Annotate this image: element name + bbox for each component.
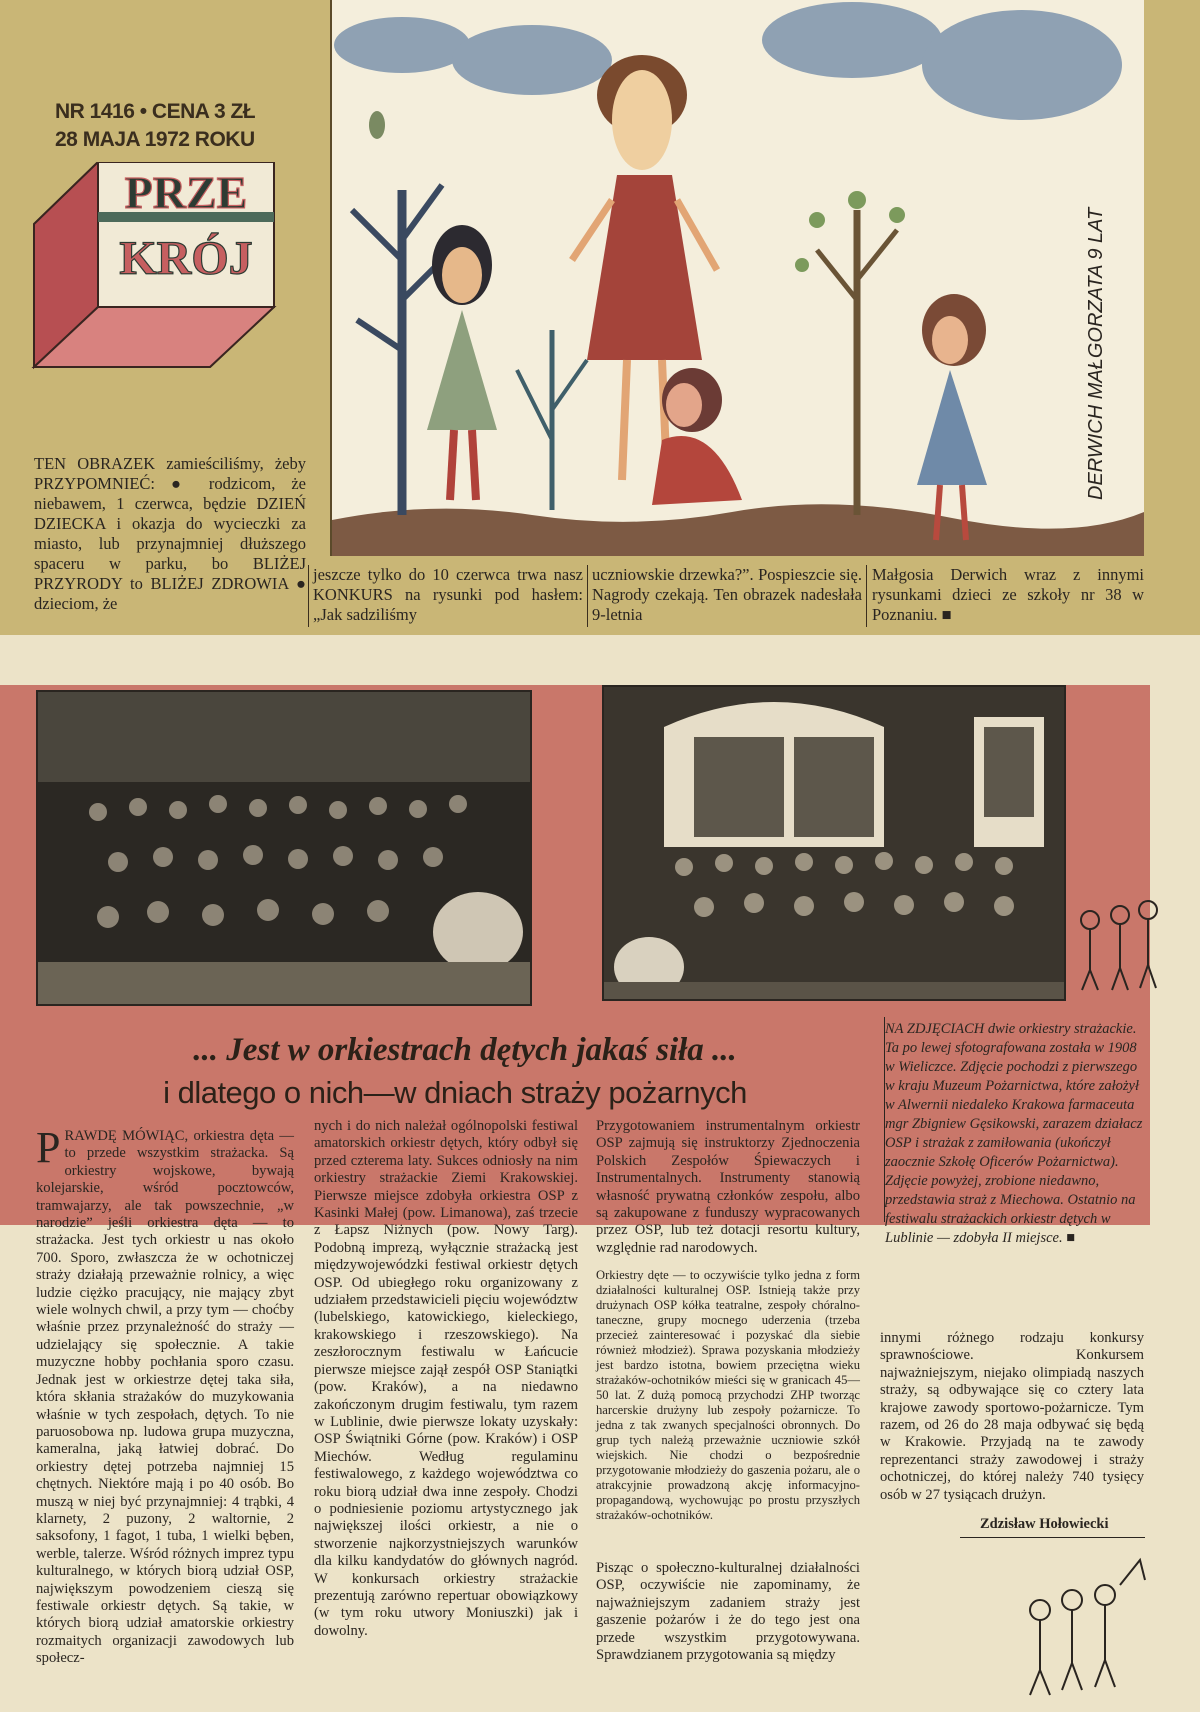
logo-text-bottom: KRÓJ: [119, 232, 253, 285]
article-col-1: [36, 1123, 294, 1668]
przekroj-logo: [28, 162, 278, 372]
intro-text: TEN OBRAZEK zamieściliśmy, żeby PRZYPOMNIEĆ: ● rodzicom, że niebawem, 1 czerwca, będzie DZIEŃ DZIECKA i okazja do wycieczki za miasto, lub przynajmniej dłuższego spaceru w parku, bo BLIŻEJ PRZYRODY to BLIŻEJ ZDROWIA ● dzieciom, że: [34, 454, 306, 613]
drawing-illustration: [332, 0, 1144, 556]
issue-number-price: NR 1416 • CENA 3 ZŁ: [55, 100, 256, 123]
drawing-signature: DERWICH MAŁGORZATA 9 LAT: [1085, 207, 1107, 500]
headline-sub: i dlatego o nich—w dniach straży pożarnych: [163, 1075, 747, 1110]
headline-main: ... Jest w orkiestrach dętych jakaś siła ...: [193, 1032, 737, 1068]
article-col-3a: Przygotowaniem instrumentalnym orkiestr OSP zajmują się instruktorzy Zjednoczenia Polskich Zespołów Śpiewaczych i Instrumentalnych. Instrumenty stanowią własność prywatną członków zespołu, albo są zakupowane z funduszy wypracowanych przez OSP, lub też dotacji resortu kultury, względnie rad narodowych.: [596, 1118, 860, 1256]
article-col-3c: Pisząc o społeczno-kulturalnej działalności OSP, oczywiście nie zapominamy, że najważniejszym zadaniem straży jest gaszenie pożarów i że do tego jest ona przede wszystkim przygotowywana. Sprawdzianem przygotowania są między: [596, 1560, 860, 1664]
column-divider: [308, 565, 309, 627]
signature-underline: [960, 1537, 1145, 1538]
issue-info: [55, 98, 255, 154]
photo-miechow-orchestra: [602, 685, 1066, 1001]
photo-caption: NA ZDJĘCIACH dwie orkiestry strażackie. Ta po lewej sfotografowana została w 1908 w Wieliczce. Zdjęcie pochodzi z pierwszego w kraju Muzeum Pożarnictwa, które założył w Alwernii niedaleko Krakowa farmaceuta mgr Zbigniew Gęsikowski, zarazem działacz OSP i strażak z zamiłowania (ukończył zaocznie Szkołę Oficerów Pożarnictwa). Zdjęcie powyżej, zrobione niedawno, przedstawia straż z Miechowa. Ostatnio na festiwalu strażackich orkiestr dętych w Lublinie — zdobyła II miejsce. ■: [885, 1021, 1143, 1246]
doodle-firemen-icon: [1010, 1555, 1160, 1705]
issue-date: 28 MAJA 1972 ROKU: [55, 128, 255, 151]
article-col-3b: Orkiestry dęte — to oczywiście tylko jedna z form działalności kulturalnej OSP. Istnieją także przy drużynach OSP kółka teatralne, zespoły chóralno-taneczne, grupy mocnego uderzenia (trzeba przecież zainteresować i pozyskać dla siebie również młodzież). Sprawa pozyskania młodzieży jest bardzo istotna, bowiem przeciętna wieku strażaków-ochotników mieści się w granicach 45—50 lat. Z dużą pomocą przychodzi ZHP tworząc harcerskie drużyny lub zespoły pożarnicze. To jedna z tak zwanych specjalności obronnych. Do grup tych należą przeważnie uczniowie szkół wiejskich. Nie chodzi o bezpośrednie przygotowanie młodzieży do gaszenia pożaru, ale o atrakcyjnie prowadzoną akcję informacyjno-propagandową, wychowując po prostu przyszłych strażaków-ochotników.: [596, 1268, 860, 1522]
intro-col-3: uczniowskie drzewka?”. Pospieszcie się. Nagrody czekają. Ten obrazek nadesłała 9-letnia: [592, 565, 862, 624]
intro-col-4: Małgosia Derwich wraz z innymi rysunkami dzieci ze szkoły nr 38 w Poznaniu. ■: [872, 565, 1144, 624]
logo-text-top: PRZE: [124, 167, 248, 218]
childs-drawing: [330, 0, 1144, 556]
doodle-figures-icon: [1070, 890, 1180, 1000]
photo-wieliczka-orchestra: [36, 690, 532, 1006]
article-col-2: nych i do nich należał ogólnopolski festiwal amatorskich orkiestr dętych, który odbył się przed czterema laty. Sukces odniosły na nim orkiestry strażackie Ziemi Krakowskiej. Pierwsze miejsce zdobyła orkiestra OSP z Kasinki Małej (pow. Limanowa), zaś trzecie z Łapsz Niżnych (pow. Nowy Targ). Podobną imprezą, wyłącznie strażacką jest międzywojewódzki festiwal orkiestr dętych OSP. Od ubiegłego roku organizowany z udziałem przedstawicieli pięciu województw (lubelskiego, katowickiego, kieleckiego, krakowskiego i rzeszowskiego). Na zeszłorocznym festiwalu w Łańcucie pierwsze miejsce zajął zespół OSP Staniątki (pow. Kraków), a na niedawno zakończonym drugim festiwalu, tym razem w Lublinie, dwie pierwsze lokaty uzyskały: OSP Świątniki Górne (pow. Kraków) i OSP Miechów. Według regulaminu festiwalowego, z każdego województwa co roku biorą udział dwa inne zespoły. Chodzi o podniesienie poziomu artystycznego jak największej ilości orkiestr, a nie o stworzenie najkorzystniejszych warunków dla kilku kandydatów do głównych nagród. W konkursach orkiestry strażackie prezentują zarówno repertuar obowiązkowy (w tym roku utwory Moniuszki) jak i dowolny.: [314, 1118, 578, 1639]
article-col-1-text: RAWDĘ MÓWIĄC, orkiestra dęta — to przede wszystkim strażacka. Są orkiestry wojskowe, bywają kolejarskie, wśród pocztowców, tramwajarzy, ale tak powszechnie, „w narodzie” jeśli orkiestra dęta — to strażacka. Jest tych orkiestr u nas około 700. Sporo, zwłaszcza że w ochotniczej straży działają przeważnie rolnicy, a więc ludzie ciężko pracujący, nie mający zbyt wiele wolnych chwil, a przy tym — choćby właśnie przez przynależność do straży — udzielający się społecznie. A takie muzyczne hobby pochłania sporo czasu. Jednak jest w orkiestrze dętej taka siła, która skłania strażaków do muzykowania właśnie w tych zespołach, dętych. To nie paruosobowa np. ludowa grupa muzyczna, kameralna, jaką łatwiej dobrać. Do orkiestry dętej potrzeba najmniej 15 chętnych. Niektóre mają i po 40 osób. Bo muszą w niej być przynajmniej: 4 trąbki, 4 klarnety, 2 puzony, 2 waltornie, 2 saksofony, 1 fagot, 1 tuba, 1 wielki bęben, werble, talerze. Wśród różnych imprez typu kulturalnego, w których biorą udział OSP, największym powodzeniem cieszą się festiwale orkiestr dętych. Są takie, w których biorą udział amatorskie orkiestry rozmaitych organizacji zawodowych lub społecz-: [36, 1128, 294, 1667]
column-divider: [866, 565, 867, 627]
drop-cap: P: [36, 1123, 61, 1172]
intro-col-2: jeszcze tylko do 10 czerwca trwa nasz KONKURS na rysunki pod hasłem: „Jak sadziliśmy: [313, 565, 583, 624]
caption-rule: [884, 1017, 885, 1222]
column-divider: [587, 565, 588, 627]
author-signature: Zdzisław Hołowiecki: [980, 1516, 1109, 1532]
article-col-4: innymi różnego rodzaju konkursy sprawnościowe. Konkursem najważniejszym, niejako olimpiadą naszych straży, są odbywające się co cztery lata krajowe zawody sportowo-pożarnicze. Tym razem, od 26 do 28 maja odbywać się będą w Krakowie. Przyjadą na te zawody reprezentanci straży zawodowej i straży ochotniczej, do której należy 740 tysięcy osób w 27 tysiącach drużyn.: [880, 1330, 1144, 1503]
